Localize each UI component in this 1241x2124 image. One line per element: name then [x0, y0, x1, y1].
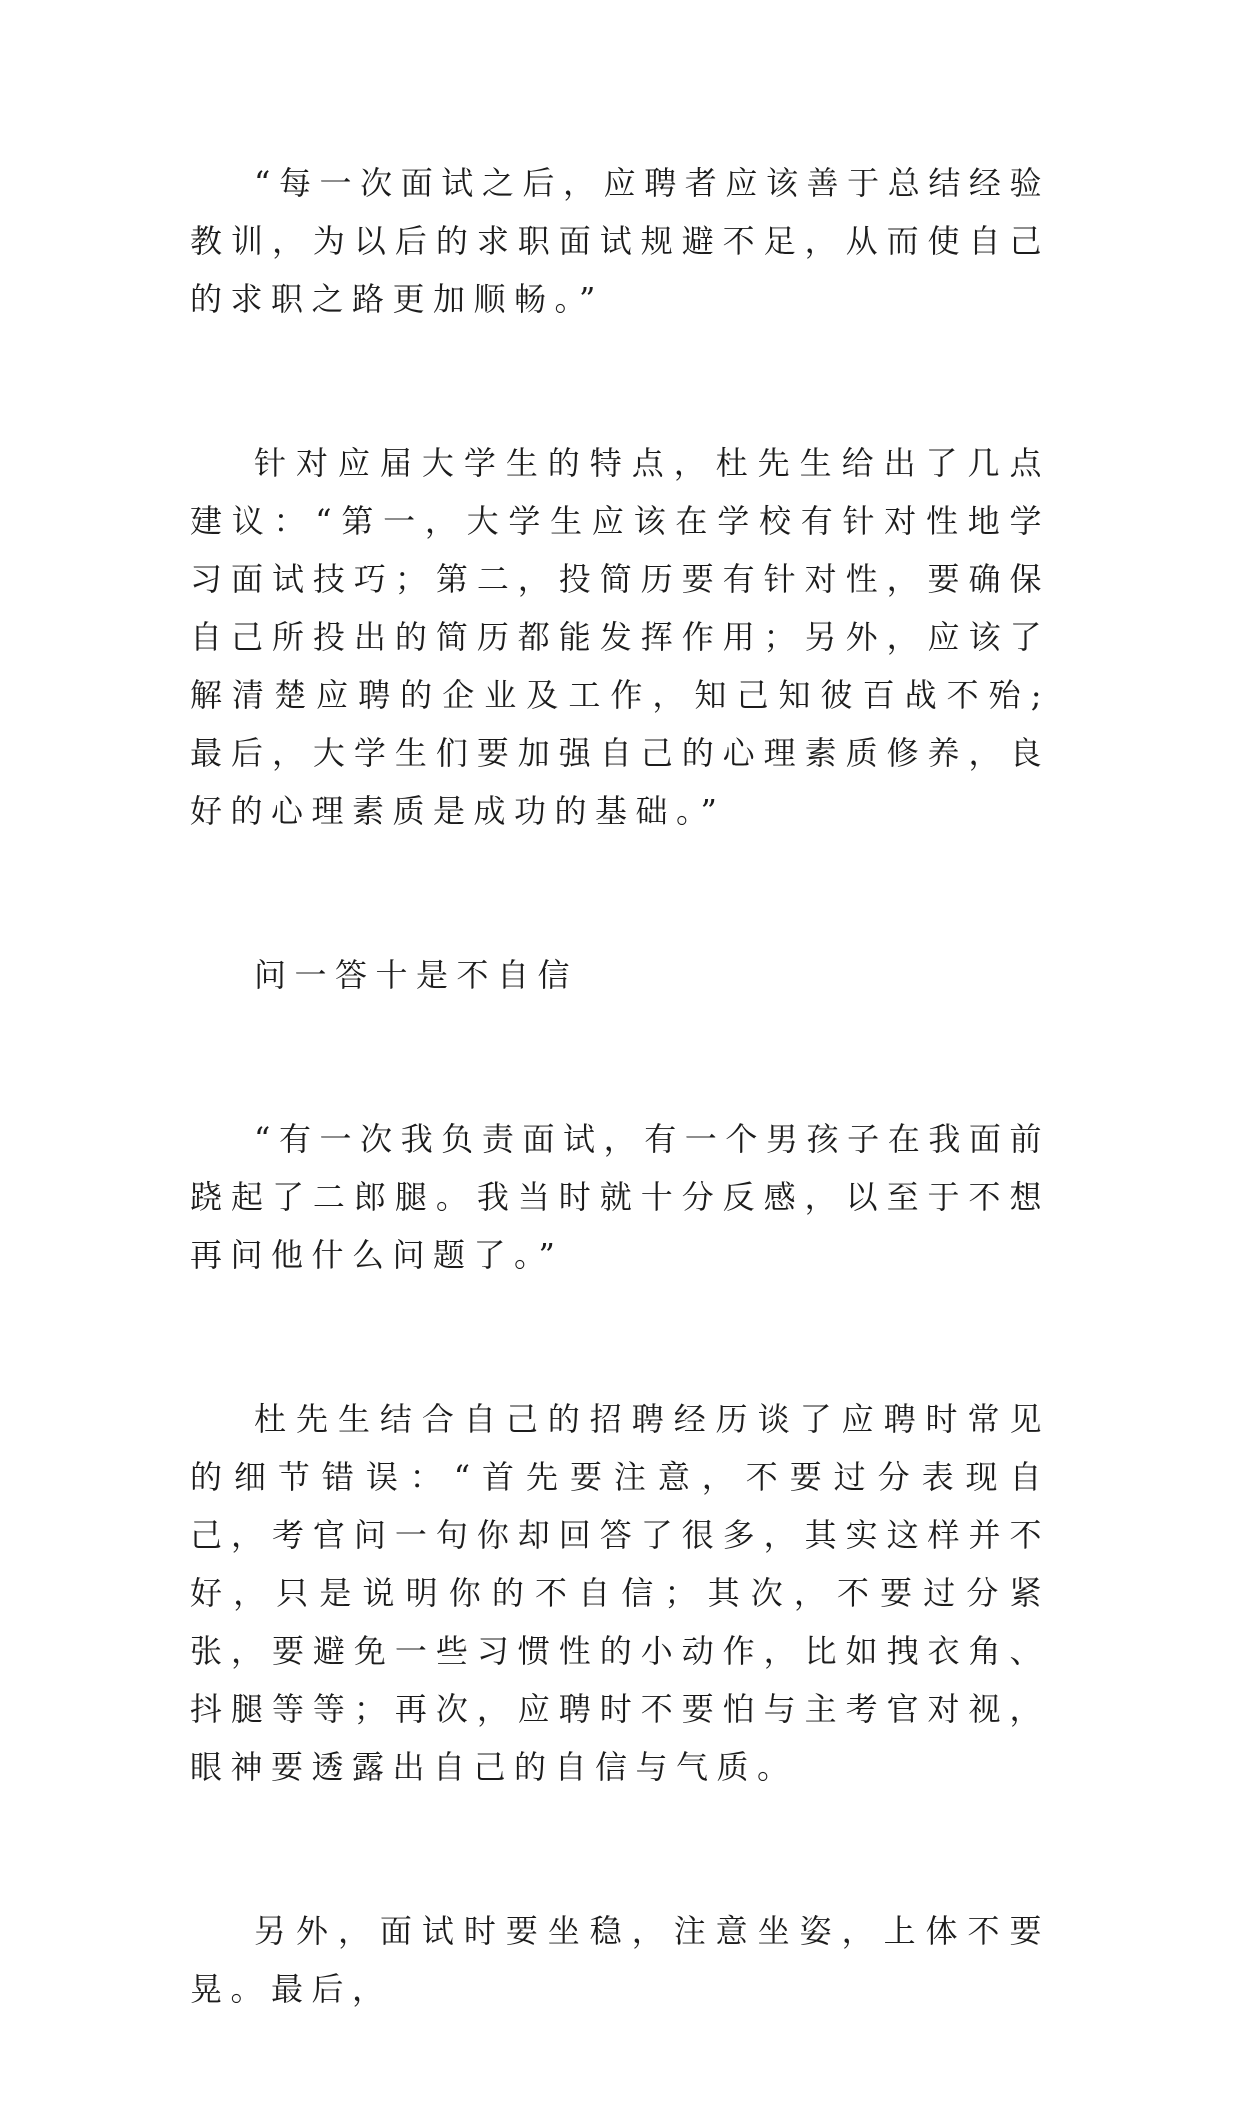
paragraph-anecdote: “有一次我负责面试，有一个男孩子在我面前跷起了二郎腿。我当时就十分反感，以至于不想再问他什么问题了。”: [190, 1120, 1050, 1274]
paragraph-suggestions: 针对应届大学生的特点，杜先生给出了几点建议：“第一，大学生应该在学校有针对性地学习面试技巧；第二，投简历要有针对性，要确保自己所投出的简历都能发挥作用；另外，应该了解清楚应聘的企业及工作，知己知彼百战不殆;最后，大学生们要加强自己的心理素质修养，良好的心理素质是成功的基础。”: [190, 444, 1050, 830]
section-heading: 问一答十是不自信: [254, 956, 579, 994]
paragraph-interview-summary: “每一次面试之后，应聘者应该善于总结经验教训，为以后的求职面试规避不足，从而使自己的求职之路更加顺畅。”: [190, 164, 1050, 318]
paragraph-detail-errors: 杜先生结合自己的招聘经历谈了应聘时常见的细节错误：“首先要注意，不要过分表现自己，考官问一句你却回答了很多，其实这样并不好，只是说明你的不自信；其次，不要过分紧张，要避免一些习惯性的小动作，比如拽衣角、抖腿等等；再次，应聘时不要怕与主考官对视，眼神要透露出自己的自信与气质。: [190, 1400, 1050, 1786]
document-body: [190, 154, 1050, 2124]
paragraph-posture: 另外，面试时要坐稳，注意坐姿，上体不要晃。最后，: [190, 1912, 1050, 2008]
